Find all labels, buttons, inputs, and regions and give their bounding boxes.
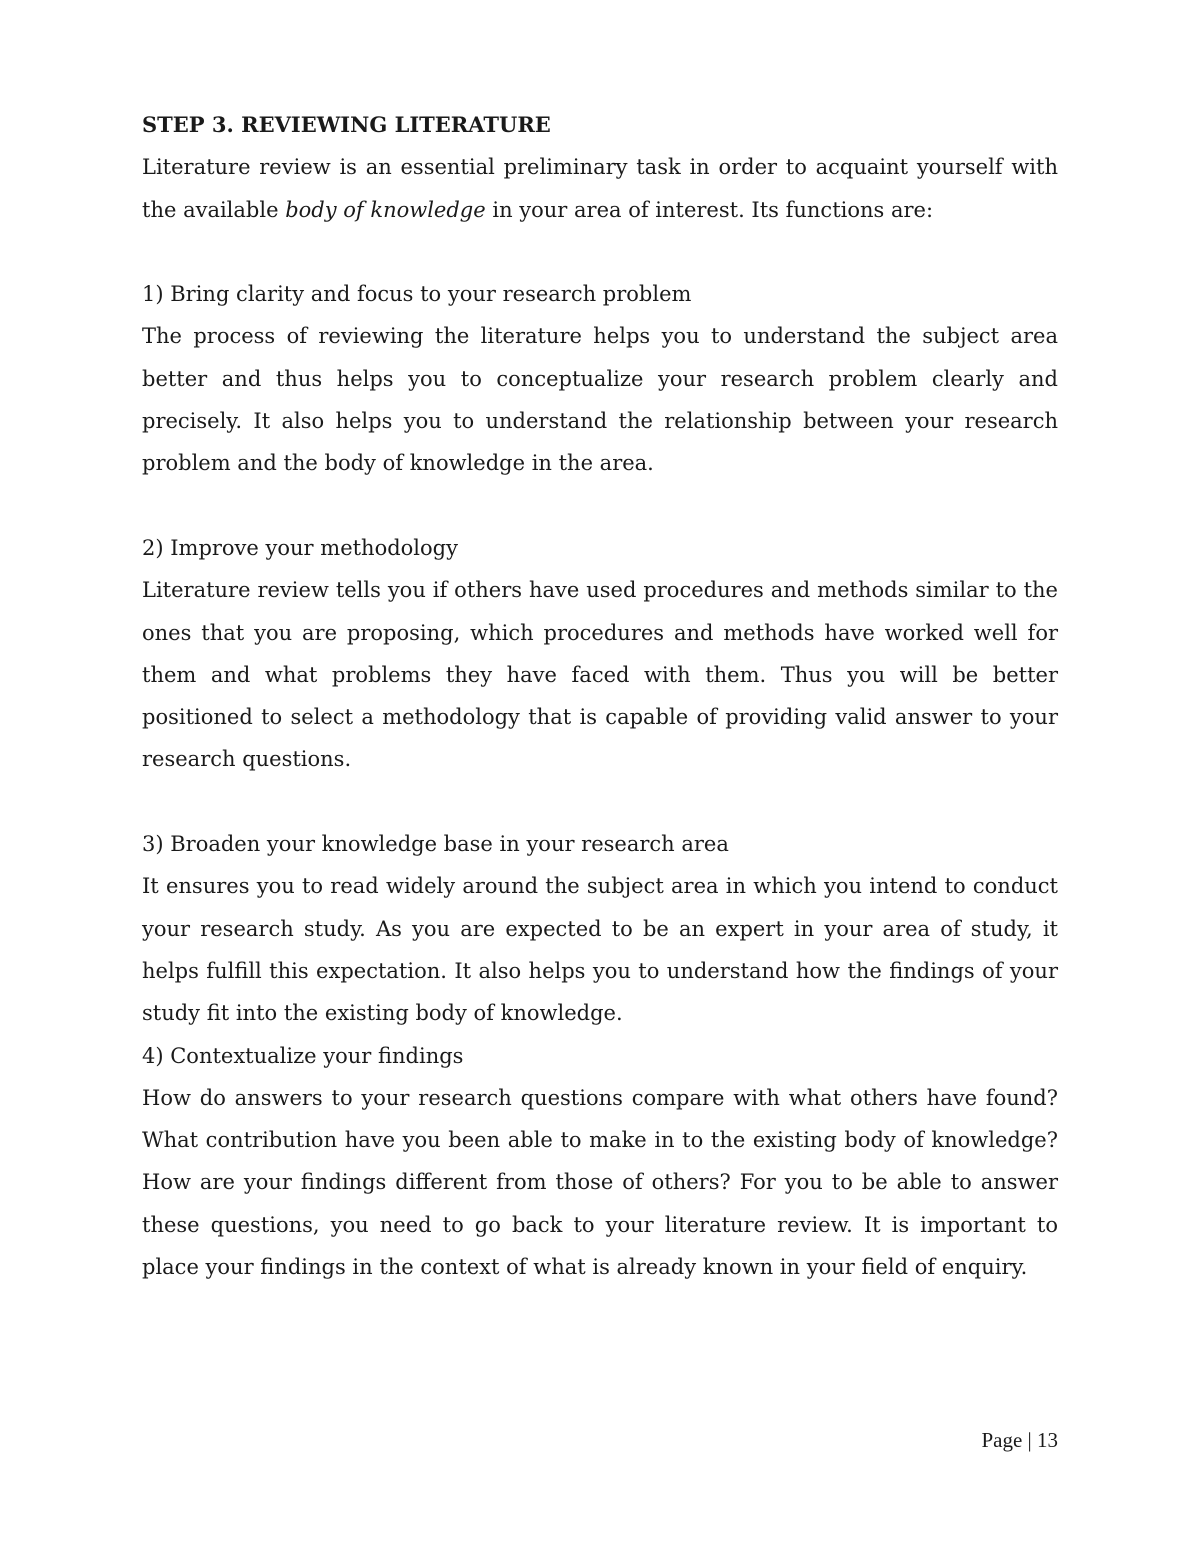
paragraph-gap [142,781,1058,823]
subsection-body-3: It ensures you to read widely around the subject area in which you intend to conduct your research study. As you are expected to be an expert in your area of study, it helps fulfill this expectation. It also helps you to understand how the findings of your study fit into the existing body of knowledge. [142,874,1058,1026]
subsection-title-4: 4) Contextualize your findings [142,1043,464,1068]
paragraph-gap [142,485,1058,527]
subsection-title-1: 1) Bring clarity and focus to your research problem [142,282,692,307]
subsection-body-1: The process of reviewing the literature helps you to understand the subject area better and thus helps you to conceptualize your research problem clearly and precisely. It also helps you to understand the relationship between your research problem and the body of knowledge in the area. [142,324,1058,476]
document-page [142,104,1058,1288]
section-heading: STEP 3. REVIEWING LITERATURE [142,112,551,137]
intro-emphasis: body of knowledge [285,197,486,222]
subsection-body-4: How do answers to your research questions compare with what others have found? What contribution have you been able to make in to the existing body of knowledge? How are your findings different from those of others? For you to be able to answer these questions, you need to go back to your literature review. It is important to place your findings in the context of what is already known in your field of enquiry. [142,1085,1058,1280]
intro-text-start: Literature review is an essential preliminary task in order to acquaint yourself with the available [142,155,1058,222]
subsection-body-2: Literature review tells you if others have used procedures and methods similar to the ones that you are proposing, which procedures and methods have worked well for them and what problems they have faced with them. Thus you will be better positioned to select a methodology that is capable of providing valid answer to your research questions. [142,578,1058,772]
intro-text-end: in your area of interest. Its functions are: [485,197,934,222]
subsection-title-3: 3) Broaden your knowledge base in your research area [142,832,729,857]
paragraph-gap [142,231,1058,273]
subsection-title-2: 2) Improve your methodology [142,535,458,560]
page-number: Page | 13 [981,1428,1058,1452]
intro-paragraph [142,146,1058,231]
